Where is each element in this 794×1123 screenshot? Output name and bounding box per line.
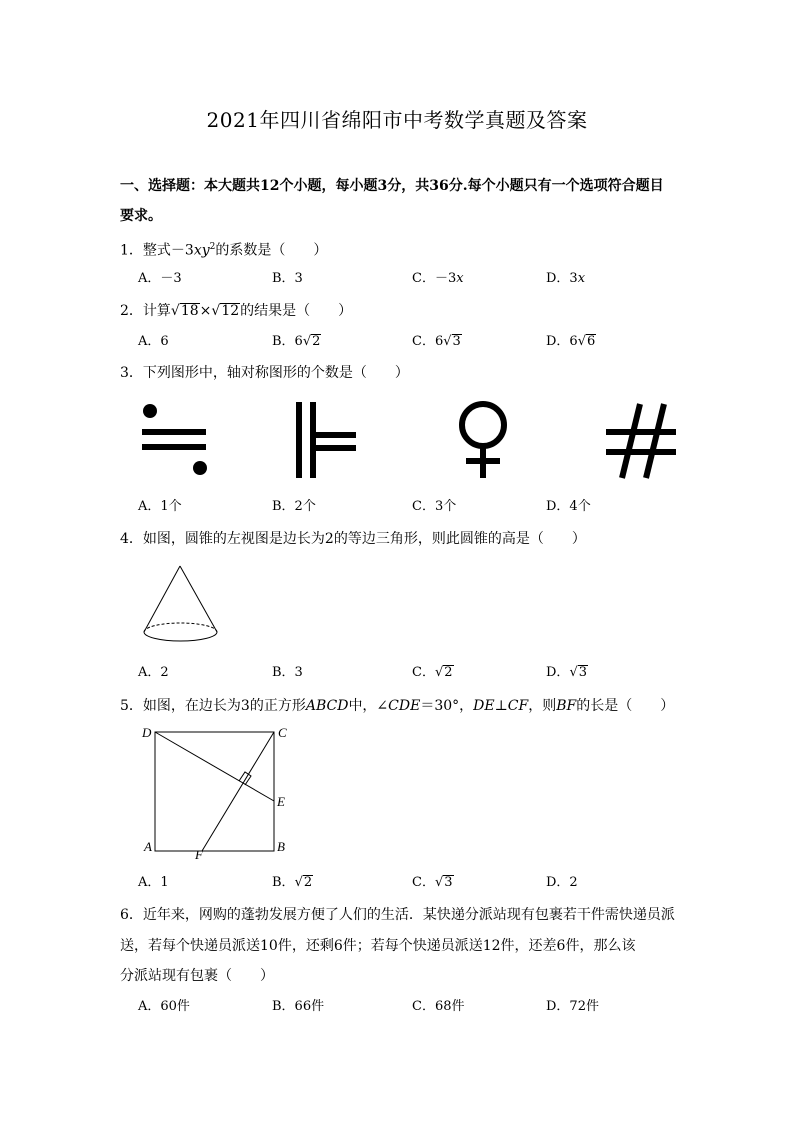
q1-exponent: 2 [209,242,216,252]
q4-option-d: D．√3 [546,665,588,680]
q4-option-c: C．√2 [412,665,453,680]
q1-option-a: A．－3 [138,271,182,286]
q2-times: × [199,303,212,319]
question-3: 3．下列图形中，轴对称图形的个数是（ ） [120,365,409,381]
q1-option-b: B．3 [272,271,303,286]
q1-option-d: D．3x [546,271,586,286]
figure-hash-symbol [604,402,678,480]
figure-square-abcd [140,724,300,864]
figure-double-bar-symbol [294,400,360,480]
q2-option-d: D．6√6 [546,334,596,349]
question-2 [120,302,352,320]
figure-cone [138,562,224,648]
q1-option-c: C．－3x [412,271,464,286]
q2-option-a: A．6 [138,334,169,349]
q6-option-b: B．66件 [272,999,325,1014]
q3-option-a: A．1个 [138,499,182,514]
q1-prefix: 1．整式－3 [120,242,194,259]
q4-option-b: B．3 [272,665,303,680]
section-heading-line1: 一、选择题：本大题共12个小题，每小题3分，共36分.每个小题只有一个选项符合题目 [120,178,664,194]
figure-venus-symbol [452,400,514,480]
q5-option-a: A．1 [138,875,169,890]
question-4: 4．如图，圆锥的左视图是边长为2的等边三角形，则此圆锥的高是（ ） [120,531,586,547]
q2-radical-1: √18 [170,303,199,319]
question-6-line1: 6．近年来，网购的蓬勃发展方便了人们的生活．某快递分派站现有包裹若干件需快递员派 [120,907,675,923]
question-6-line2: 送，若每个快递员派送10件，还剩6件；若每个快递员派送12件，还差6件，那么该 [120,938,636,954]
q4-option-a: A．2 [138,665,169,680]
q3-option-d: D．4个 [546,499,591,514]
q6-option-c: C．68件 [412,999,465,1014]
question-5: 5．如图，在边长为3的正方形ABCD中，∠CDE＝30°，DE⊥CF，则BF的长是（ ） [120,698,675,714]
section-heading-line2: 要求。 [120,208,162,224]
q1-var: xy [193,242,210,259]
label-e: E [277,794,285,809]
label-f: F [195,847,203,862]
q2-radical-2: √12 [211,303,240,319]
q3-option-b: B．2个 [272,499,316,514]
label-d: D [142,725,152,740]
question-6-line3: 分派站现有包裹（ ） [120,968,274,984]
q2-option-c: C．6√3 [412,334,461,349]
q2-option-b: B．6√2 [272,334,321,349]
q3-option-c: C．3个 [412,499,457,514]
q6-option-d: D．72件 [546,999,599,1014]
q5-option-d: D．2 [546,875,578,890]
label-a: A [144,839,152,854]
q5-option-b: B．√2 [272,875,313,890]
q2-suffix: 的结果是（ ） [240,303,353,319]
figure-approx-equal-symbol [138,400,210,480]
q6-option-a: A．60件 [138,999,190,1014]
q5-option-c: C．√3 [412,875,453,890]
question-1 [120,238,327,260]
page-title: 2021年四川省绵阳市中考数学真题及答案 [206,108,588,132]
label-b: B [277,839,285,854]
q1-suffix: 的系数是（ ） [215,242,328,259]
q2-prefix: 2．计算 [120,303,171,319]
label-c: C [278,725,287,740]
